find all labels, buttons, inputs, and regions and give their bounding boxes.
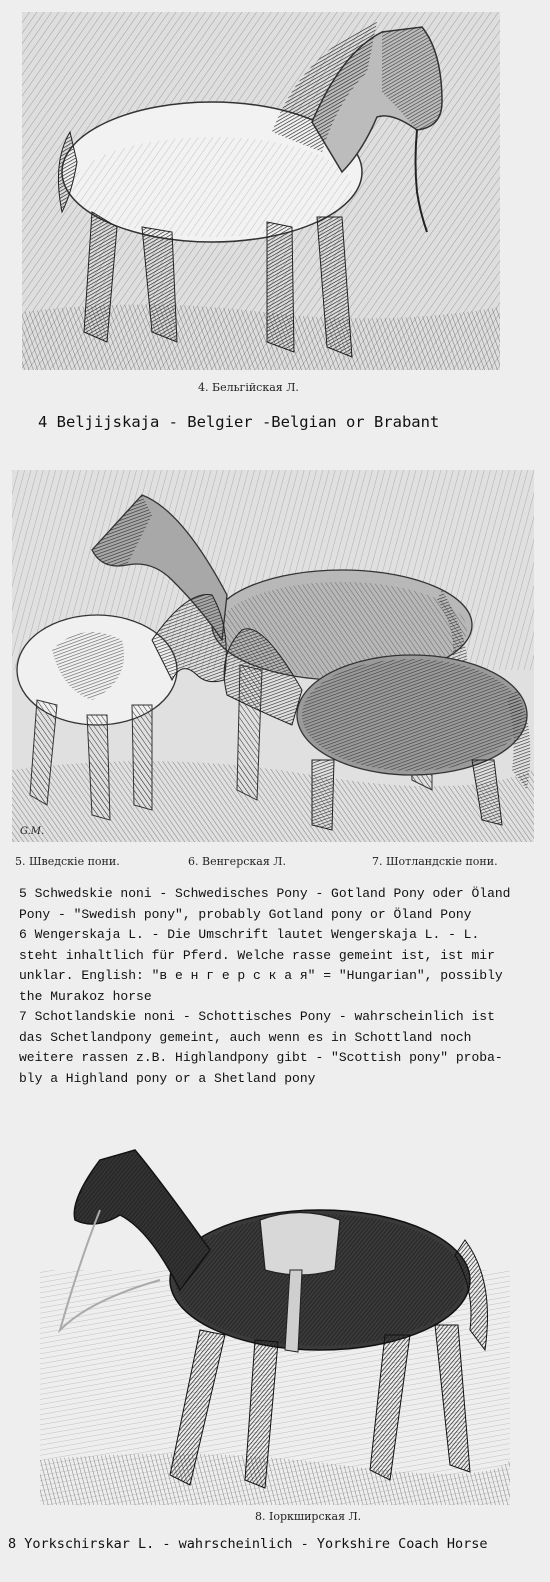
plate1-caption: 4. Бельгійская Л. — [198, 381, 299, 394]
translation-notes — [19, 884, 539, 1089]
engraving-yorkshire-horse — [40, 1120, 510, 1505]
note-line: steht inhaltlich für Pferd. Welche rasse gemeint ist, ist mir — [19, 947, 495, 963]
plate1-title: 4 Beljijskaja - Belgier -Belgian or Brabant — [38, 413, 440, 431]
note-line: bly a Highland pony or a Shetland pony — [19, 1070, 316, 1086]
artist-signature: G.M. — [20, 826, 45, 837]
plate2-caption-scottish: 7. Шотландскіе пони. — [372, 855, 498, 868]
plate2-caption-hungarian: 6. Венгерская Л. — [188, 855, 286, 868]
note-line: Pony - "Swedish pony", probably Gotland pony or Öland Pony — [19, 906, 472, 922]
plate3-caption: 8. Іоркширская Л. — [255, 1510, 362, 1523]
plate3-title: 8 Yorkschirskar L. - wahrscheinlich - Yorkshire Coach Horse — [8, 1536, 488, 1552]
note-line: 7 Schotlandskie noni - Schottisches Pony - wahrscheinlich ist — [19, 1009, 495, 1024]
note-line: 5 Schwedskie noni - Schwedisches Pony - Gotland Pony oder Öland — [19, 886, 511, 901]
engraving-belgian-horse — [22, 12, 500, 370]
note-line: das Schetlandpony gemeint, auch wenn es in Schottland noch — [19, 1029, 472, 1045]
note-line: weitere rassen z.B. Highlandpony gibt - "Scottish pony" proba- — [19, 1050, 503, 1065]
engraving-ponies-group — [12, 470, 534, 842]
note-line: the Murakoz horse — [19, 988, 152, 1004]
note-line: unklar. English: "в е н г е р с к а я" = "Hungarian", possibly — [19, 968, 503, 983]
plate2-caption-swedish: 5. Шведскіе пони. — [15, 855, 120, 868]
note-line: 6 Wengerskaja L. - Die Umschrift lautet Wengerskaja L. - L. — [19, 927, 480, 942]
